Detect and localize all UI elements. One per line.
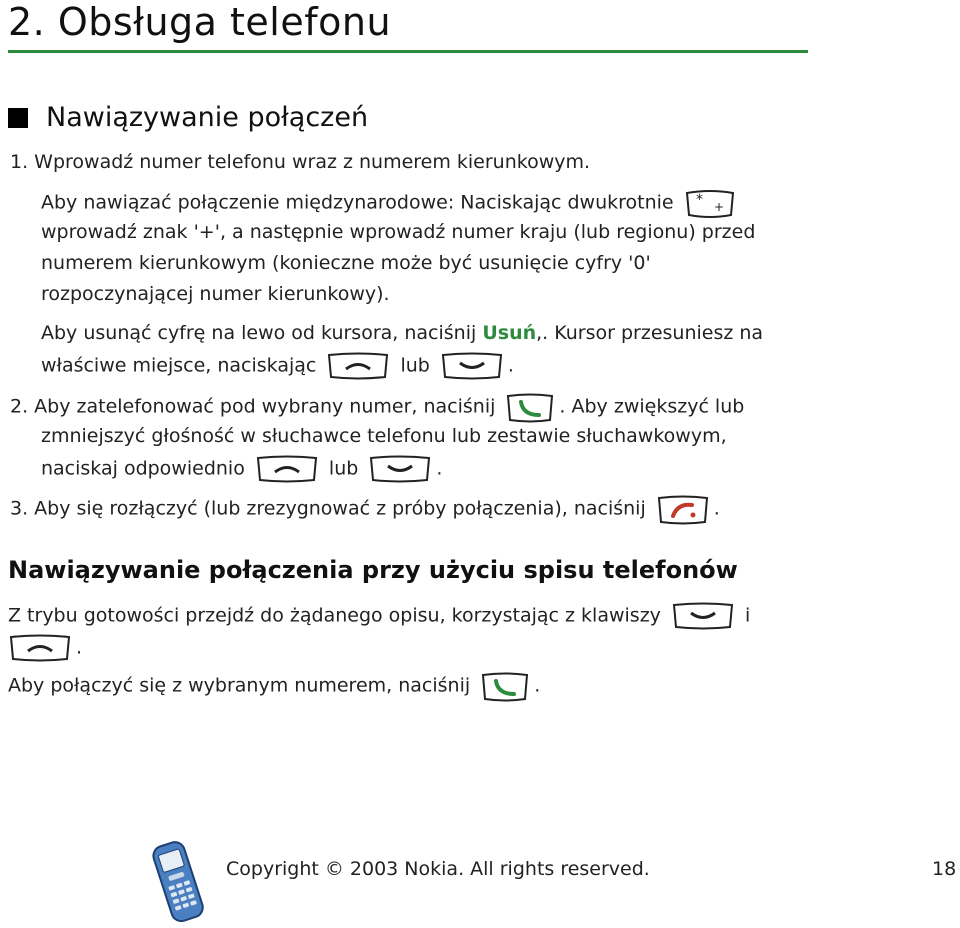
phonebook-line-3: Aby połączyć się z wybranym numerem, naciśnij . xyxy=(8,672,540,700)
scroll-up-key-icon xyxy=(8,634,72,662)
chapter-title: 2. Obsługa telefonu xyxy=(8,0,392,44)
scroll-down-key-icon xyxy=(368,455,432,483)
phonebook-line-1: Z trybu gotowości przejdź do żądanego opisu, korzystając z klawiszy i xyxy=(8,602,750,630)
step-2-line-3: naciskaj odpowiednio lub . xyxy=(41,455,442,483)
chapter-divider xyxy=(8,50,808,53)
star-plus-key-icon xyxy=(684,189,736,217)
scroll-up-key-icon xyxy=(326,352,390,380)
svg-text:+: + xyxy=(713,200,724,214)
phone-illustration-icon xyxy=(148,838,212,928)
section-title: Nawiązywanie połączeń xyxy=(46,102,369,133)
bullet-square-icon xyxy=(8,108,28,128)
section-heading xyxy=(8,102,368,133)
step-2-line-1: 2. Aby zatelefonować pod wybrany numer, naciśnij . Aby zwiększyć lub xyxy=(10,393,744,421)
page-number: 18 xyxy=(932,858,957,880)
scroll-down-key-icon xyxy=(440,352,504,380)
delete-line: Aby usunąć cyfrę na lewo od kursora, naciśnij Usuń,. Kursor przesuniesz na xyxy=(41,322,764,344)
end-call-key-icon xyxy=(656,495,710,523)
intl-line-1: Aby nawiązać połączenie międzynarodowe: Naciskając dwukrotnie * + xyxy=(41,189,740,217)
scroll-up-key-icon xyxy=(255,455,319,483)
phonebook-heading: Nawiązywanie połączenia przy użyciu spisu telefonów xyxy=(8,556,738,584)
intl-line-3: numerem kierunkowym (konieczne może być usunięcie cyfry '0' xyxy=(41,252,651,274)
phonebook-line-2: . xyxy=(8,634,82,662)
intl-line-4: rozpoczynającej numer kierunkowy). xyxy=(41,283,390,305)
step-3: 3. Aby się rozłączyć (lub zrezygnować z próby połączenia), naciśnij . xyxy=(10,495,720,523)
step-1: 1. Wprowadź numer telefonu wraz z numerem kierunkowym. xyxy=(10,151,591,173)
move-line: właściwe miejsce, naciskając lub . xyxy=(41,352,514,380)
copyright-notice: Copyright © 2003 Nokia. All rights reserved. xyxy=(226,858,650,880)
svg-text:*: * xyxy=(695,192,703,208)
intl-line-2: wprowadź znak '+', a następnie wprowadź numer kraju (lub regionu) przed xyxy=(41,221,756,243)
call-key-icon xyxy=(480,672,530,700)
step-2-line-2: zmniejszyć głośność w słuchawce telefonu lub zestawie słuchawkowym, xyxy=(41,425,727,447)
scroll-down-key-icon xyxy=(671,602,735,630)
call-key-icon xyxy=(505,393,555,421)
delete-key-label: Usuń xyxy=(482,322,537,344)
